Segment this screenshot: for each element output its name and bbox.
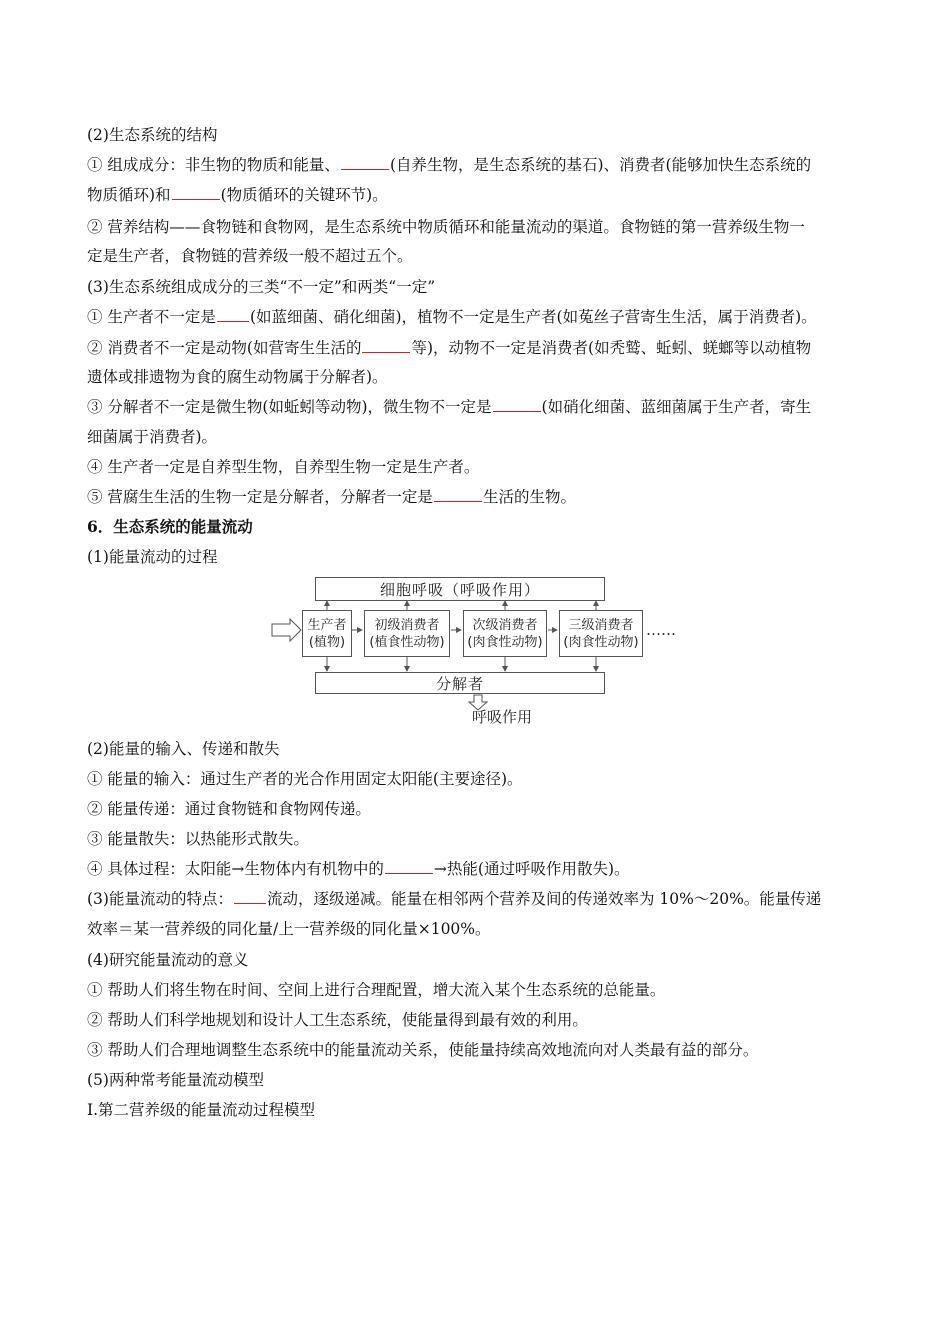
section-heading-significance: (4)研究能量流动的意义 [87, 951, 249, 969]
paragraph-trophic: ② 营养结构——食物链和食物网，是生态系统中物质循环和能量流动的渠道。食物链的第一营养级生物一 [87, 218, 805, 236]
respiration-box: 细胞呼吸（呼吸作用） [315, 577, 605, 601]
text-segment: (自养生物，是生态系统的基石)、消费者(能够加快生态系统的 [389, 156, 812, 174]
respiration-label: 呼吸作用 [472, 708, 533, 726]
box-title: 生产者 [307, 617, 347, 633]
energy-flow-diagram [270, 575, 690, 730]
decomposer-box: 分解者 [315, 672, 605, 694]
paragraph-transfer: ② 能量传递：通过食物链和食物网传递。 [87, 800, 371, 818]
text-segment: 流动，逐级递减。能量在相邻两个营养及间的传递效率为 10%～20%。能量传递 [266, 890, 822, 908]
fill-blank [217, 306, 249, 322]
paragraph-autotroph: ④ 生产者一定是自养型生物，自养型生物一定是生产者。 [87, 458, 480, 476]
text-segment: →热能(通过呼吸作用散失)。 [433, 860, 630, 878]
paragraph-characteristics [87, 886, 821, 912]
tertiary-consumer-box [559, 610, 643, 657]
paragraph-producer [87, 304, 817, 330]
section-heading-structure: (2)生态系统的结构 [87, 126, 218, 144]
text-segment: (物质循环的关键环节)。 [220, 186, 388, 204]
box-subtitle: (肉食性动物) [563, 634, 639, 650]
section-heading-process: (1)能量流动的过程 [87, 548, 218, 566]
box-subtitle: (植物) [308, 634, 346, 650]
primary-consumer-box [364, 610, 450, 657]
fill-blank [493, 396, 541, 412]
paragraph-components [87, 152, 811, 178]
text-segment: 生活的生物。 [482, 488, 576, 506]
section-heading-energy-flow: 6．生态系统的能量流动 [87, 517, 253, 536]
fill-blank [434, 486, 482, 502]
section-heading-not-certain: (3)生态系统组成成分的三类“不一定”和两类“一定” [87, 278, 436, 296]
fill-blank [172, 184, 220, 200]
text-segment: (如蓝细菌、硝化细菌)，植物不一定是生产者(如菟丝子营寄生生活，属于消费者)。 [249, 308, 817, 326]
secondary-consumer-box [463, 610, 547, 657]
paragraph-saprophyte [87, 484, 576, 510]
paragraph-process [87, 856, 630, 882]
text-segment: ⑤ 营腐生生活的生物一定是分解者，分解者一定是 [87, 488, 433, 506]
paragraph-decomposer [87, 394, 811, 420]
fill-blank [234, 888, 266, 904]
text-segment: ④ 具体过程：太阳能→生物体内有机物中的 [87, 860, 384, 878]
fill-blank [385, 858, 433, 874]
text-segment: 等)，动物不一定是消费者(如秃鹫、蚯蚓、蜣螂等以动植物 [411, 339, 812, 357]
text-segment: ③ 分解者不一定是微生物(如蚯蚓等动物)，微生物不一定是 [87, 398, 492, 416]
paragraph-significance-1: ① 帮助人们将生物在时间、空间上进行合理配置，增大流入某个生态系统的总能量。 [87, 981, 666, 999]
box-subtitle: (植食性动物) [369, 634, 445, 650]
sunlight-input-arrow [272, 619, 301, 641]
paragraph-components-cont [87, 182, 388, 208]
text-segment: (如硝化细菌、蓝细菌属于生产者，寄生 [541, 398, 812, 416]
section-heading-models: (5)两种常考能量流动模型 [87, 1071, 264, 1089]
paragraph-trophic-cont: 定是生产者，食物链的营养级一般不超过五个。 [87, 247, 413, 265]
fill-blank [362, 337, 410, 353]
box-title: 初级消费者 [374, 617, 440, 633]
box-subtitle: (肉食性动物) [467, 634, 543, 650]
box-title: 三级消费者 [568, 617, 634, 633]
box-title: 次级消费者 [472, 617, 538, 633]
text-segment: ① 组成成分：非生物的物质和能量、 [87, 156, 340, 174]
section-heading-input: (2)能量的输入、传递和散失 [87, 740, 280, 758]
subheading-model-1: Ⅰ.第二营养级的能量流动过程模型 [87, 1101, 316, 1119]
chain-ellipsis: …… [646, 621, 676, 639]
producer-box [302, 610, 352, 657]
text-segment: (3)能量流动的特点： [87, 890, 233, 908]
paragraph-input: ① 能量的输入：通过生产者的光合作用固定太阳能(主要途径)。 [87, 770, 523, 788]
fill-blank [341, 154, 389, 170]
text-segment: ① 生产者不一定是 [87, 308, 216, 326]
text-segment: 物质循环)和 [87, 186, 171, 204]
text-segment: ② 消费者不一定是动物(如营寄生生活的 [87, 339, 362, 357]
paragraph-consumer [87, 335, 811, 361]
paragraph-consumer-cont: 遗体或排遗物为食的腐生动物属于分解者)。 [87, 368, 388, 386]
paragraph-decomposer-cont: 细菌属于消费者)。 [87, 428, 218, 446]
paragraph-significance-2: ② 帮助人们科学地规划和设计人工生态系统，使能量得到最有效的利用。 [87, 1011, 588, 1029]
paragraph-significance-3: ③ 帮助人们合理地调整生态系统中的能量流动关系，使能量持续高效地流向对人类最有益的部分。 [87, 1041, 759, 1059]
paragraph-characteristics-cont: 效率＝某一营养级的同化量/上一营养级的同化量×100%。 [87, 920, 491, 938]
paragraph-dissipation: ③ 能量散失：以热能形式散失。 [87, 830, 309, 848]
